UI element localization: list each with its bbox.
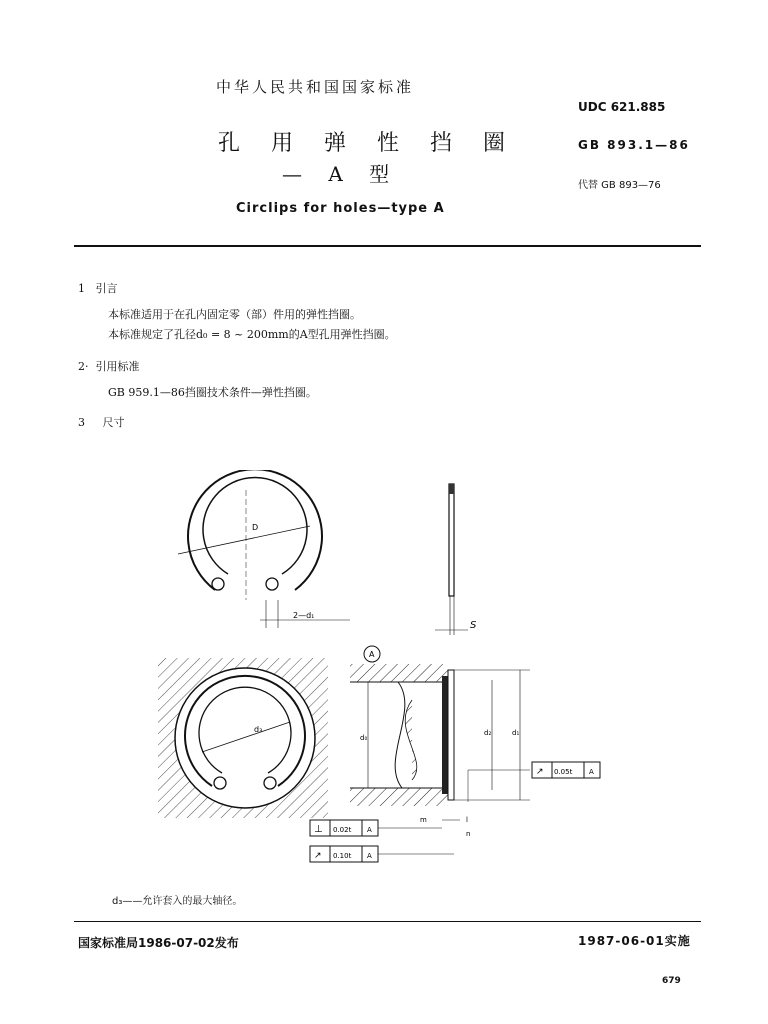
tolerance-frame-runout-005 xyxy=(532,762,600,778)
circlip-technical-drawing xyxy=(150,470,620,880)
label-l: l xyxy=(466,816,468,824)
tolerance-value-010: 0.10t xyxy=(333,852,352,860)
label-d0: d₀ xyxy=(360,734,368,742)
label-S: S xyxy=(470,620,477,631)
label-m: m xyxy=(420,816,427,824)
section-view xyxy=(350,646,530,838)
datum-ref-2: A xyxy=(367,826,372,834)
datum-A-callout: A xyxy=(369,650,375,659)
replaces-standard: 代替 GB 893—76 xyxy=(578,180,661,191)
national-standard-label: 中华人民共和国国家标准 xyxy=(216,78,415,96)
section-2-heading xyxy=(78,358,140,374)
installed-circlip-view xyxy=(158,658,328,818)
section-3-heading xyxy=(78,414,124,430)
label-n: n xyxy=(466,830,471,838)
udc-code: UDC 621.885 xyxy=(578,100,666,114)
header-rule xyxy=(74,245,701,247)
label-d1: d₁ xyxy=(512,729,520,737)
page-number: 679 xyxy=(662,976,681,986)
circlip-side-view xyxy=(435,484,477,635)
implementation-date: 1987-06-01实施 xyxy=(578,934,691,948)
section-2-line-1: GB 959.1—86挡圈技术条件—弹性挡圈。 xyxy=(108,386,317,399)
tolerance-value-005: 0.05t xyxy=(554,768,573,776)
section-1-title: 引言 xyxy=(95,282,118,295)
runout-symbol-1: ↗ xyxy=(536,767,544,777)
section-2-number: 2· xyxy=(78,360,89,373)
runout-symbol-2: ↗ xyxy=(314,851,322,861)
section-3-title: 尺寸 xyxy=(102,416,125,429)
figure-note: d₃——允许套入的最大轴径。 xyxy=(112,896,243,907)
issue-date: 国家标准局1986-07-02发布 xyxy=(78,936,239,950)
section-1-line-1: 本标准适用于在孔内固定零（部）件用的弹性挡圈。 xyxy=(108,308,361,321)
english-title: Circlips for holes—type A xyxy=(236,201,445,216)
standard-number: GB 893.1—86 xyxy=(578,138,690,152)
tolerance-value-002: 0.02t xyxy=(333,826,352,834)
perpendicularity-symbol: ⊥ xyxy=(314,824,323,835)
label-d3: d₃ xyxy=(254,725,263,734)
section-1-heading xyxy=(78,280,118,296)
document-subtitle: — A 型 xyxy=(282,162,400,186)
label-d2: d₂ xyxy=(484,729,492,737)
circlip-face-view xyxy=(178,470,350,628)
section-1-number: 1 xyxy=(78,282,85,295)
label-D: D xyxy=(252,523,259,532)
datum-ref-3: A xyxy=(367,852,372,860)
tolerance-frame-runout-010 xyxy=(310,846,454,862)
footer-rule xyxy=(74,921,701,922)
section-3-number: 3 xyxy=(78,416,85,429)
document-title: 孔 用 弹 性 挡 圈 xyxy=(218,131,517,156)
section-2-title: 引用标准 xyxy=(95,360,140,373)
label-2-d1: 2—d₁ xyxy=(293,611,315,620)
datum-ref-1: A xyxy=(589,768,594,776)
section-1-line-2: 本标准规定了孔径d₀ = 8 ~ 200mm的A型孔用弹性挡圈。 xyxy=(108,328,396,341)
